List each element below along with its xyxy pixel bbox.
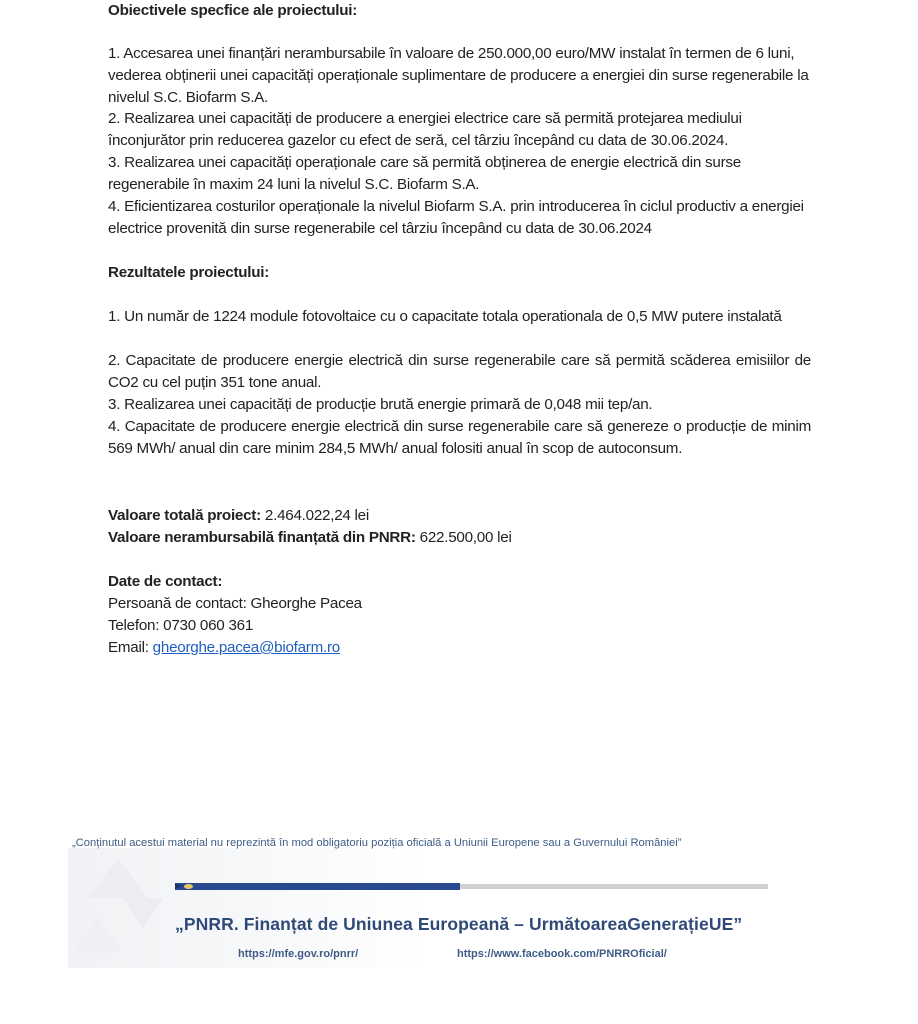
grant-value-amount: 622.500,00 lei [415, 529, 512, 546]
contact-phone: Telefon: 0730 060 361 [108, 617, 254, 634]
objective-item-1: 1. Accesarea unei finanțări nerambursabile în valoare de 250.000,00 euro/MW instalat în termen de 6 luni, vederea obținerii unei capacități operaționale suplimentare de producere a energiei din surse regenerabile la nivelul S.C. Biofarm S.A. [108, 45, 809, 106]
total-value-line [108, 505, 811, 527]
grant-value-line [108, 527, 811, 549]
arrow-tip-icon [175, 883, 183, 889]
contact-heading: Date de contact: [108, 573, 223, 590]
objective-item-2: 2. Realizarea unei capacități de producere a energiei electrice care să permită protejarea mediului înconjurător prin reducerea gazelor cu efect de seră, cel târziu începând cu data de 30.06.2024. [108, 110, 742, 149]
total-value-amount: 2.464.022,24 lei [260, 507, 369, 524]
pnrr-progress-bar-decoration [175, 883, 768, 891]
contact-email-line [108, 637, 811, 659]
contact-email-label: Email: [108, 639, 153, 656]
mfe-link[interactable]: https://mfe.gov.ro/pnrr/ [238, 948, 359, 960]
bar-blue-segment [175, 883, 460, 890]
contact-person: Persoană de contact: Gheorghe Pacea [108, 595, 362, 612]
star-accent-icon [184, 884, 193, 889]
objective-item-3: 3. Realizarea unei capacități operaționale care să permită obținerea de energie electrică din surse regenerabile în maxim 24 luni la nivelul S.C. Biofarm S.A. [108, 154, 741, 193]
total-value-label: Valoare totală proiect: [108, 507, 261, 524]
grant-value-label: Valoare nerambursabilă finanțată din PNRR: [108, 529, 416, 546]
watermark-shape-icon [88, 858, 148, 898]
facebook-link[interactable]: https://www.facebook.com/PNRROficial/ [457, 948, 667, 960]
objectives-heading: Obiectivele specfice ale proiectului: [108, 2, 358, 19]
watermark-shape-icon [123, 898, 163, 928]
results-heading: Rezultatele proiectului: [108, 264, 270, 281]
watermark-shape-icon [73, 918, 123, 953]
result-item-1: 1. Un număr de 1224 module fotovoltaice cu o capacitate totala operationala de 0,5 MW putere instalată [108, 308, 782, 325]
eu-disclaimer: „Conținutul acestui material nu reprezintă în mod obligatoriu poziția oficială a Uniunii Europene sau a Guvernului României” [72, 837, 682, 849]
pnrr-footer-banner [0, 830, 918, 980]
result-item-4: 4. Capacitate de producere energie electrică din surse regenerabile care să genereze o producție de minim 569 MWh/ anual din care minim 284,5 MWh/ anual folositi anual în scop de autoconsum. [108, 418, 811, 457]
objective-item-4: 4. Eficientizarea costurilor operaționale la nivelul Biofarm S.A. prin introducerea în ciclul productiv a energiei electrice provenită din surse regenerabile cel târziu începând cu data de 30.06.2024 [108, 198, 804, 237]
result-item-2: 2. Capacitate de producere energie electrică din surse regenerabile care să permită scăderea emisiilor de CO2 cu cel puțin 351 tone anual. [108, 352, 811, 391]
pnrr-slogan: „PNRR. Finanțat de Uniunea Europeană – UrmătoareaGenerațieUE” [175, 914, 743, 934]
result-item-3: 3. Realizarea unei capacități de producție brută energie primară de 0,048 mii tep/an. [108, 396, 653, 413]
contact-email-link[interactable]: gheorghe.pacea@biofarm.ro [152, 639, 340, 656]
